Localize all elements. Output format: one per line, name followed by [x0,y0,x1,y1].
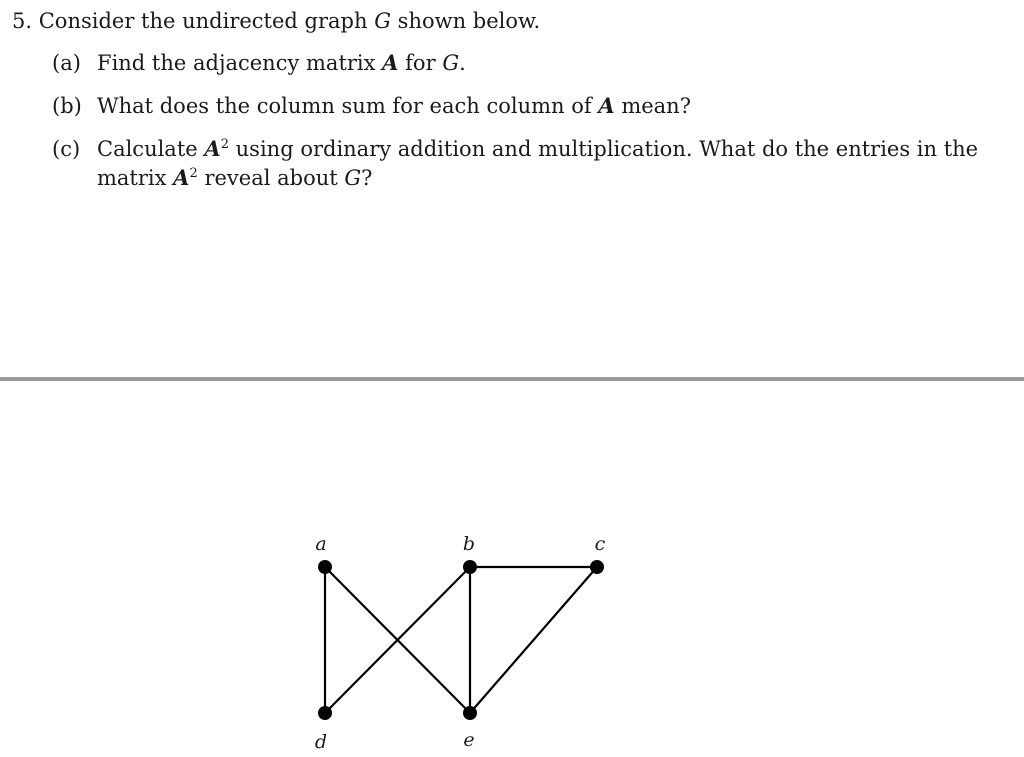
node-label-c: c [594,533,606,555]
part-label: (b) [52,94,82,119]
node-label-d: d [314,731,328,753]
node-b [463,560,477,574]
part-text: for [405,51,436,76]
node-e [463,706,477,720]
part-text: ? [361,166,373,191]
part-text: reveal about [204,166,338,191]
part-text: Find the adjacency matrix [97,51,376,76]
node-a [318,560,332,574]
node-c [590,560,604,574]
exponent: 2 [189,166,198,182]
node-label-e: e [463,729,475,751]
graph-edges [325,567,597,713]
graph-symbol: G [374,9,391,33]
intro-text-after: shown below. [397,9,541,33]
part-text: mean? [621,94,691,119]
graph-nodes [318,560,604,720]
matrix-symbol: A [173,165,190,191]
graph-symbol: G [344,166,362,191]
part-label: (a) [52,51,81,76]
question-number: 5. [12,9,33,33]
intro-text-before: Consider the undirected graph [38,9,368,33]
node-label-a: a [315,533,327,555]
part-text: using ordinary addition and multiplication. What do the entries in the matrix [97,137,979,191]
node-d [318,706,332,720]
part-text: What does the column sum for each column of [97,94,592,119]
part-label: (c) [52,137,81,162]
part-text: Calculate [97,137,198,162]
exponent: 2 [220,137,229,153]
matrix-symbol: A [204,136,221,162]
node-label-b: b [462,533,476,555]
edge-c-e [470,567,597,713]
graph-symbol: G [442,51,460,76]
part-text: . [459,51,466,76]
matrix-symbol: A [382,50,399,76]
matrix-symbol: A [598,93,615,119]
